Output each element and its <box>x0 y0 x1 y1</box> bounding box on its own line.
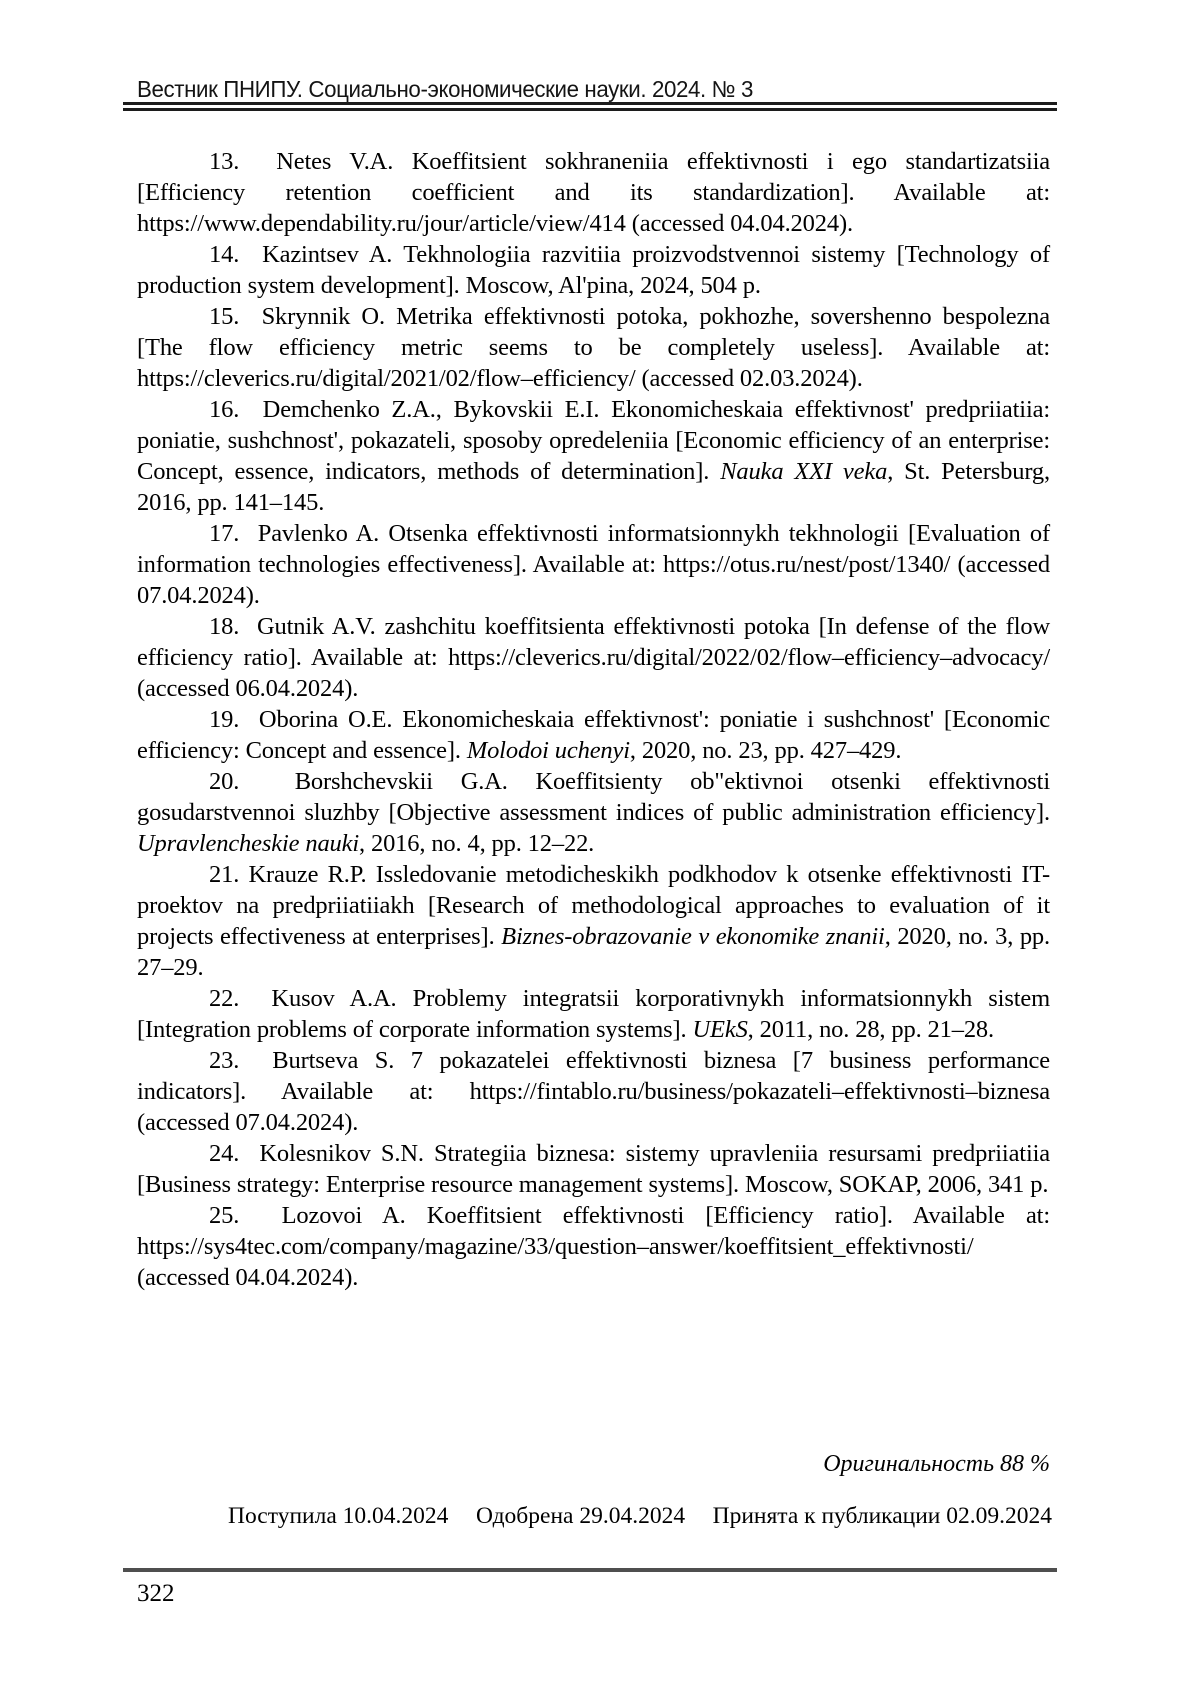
reference-source-title: Nauka XXI veka <box>720 458 888 485</box>
reference-text: 15. Skrynnik O. Metrika effektivnosti potoka, pokhozhe, sovershenno bespolezna [The flow efficiency metric seems to be completely useless]. Available at: https://cleverics.ru/digital/2021/02/flow–efficiency/ (accessed 02.03.2024). <box>137 303 1050 392</box>
reference-text: , St. Petersburg, 2016, pp. 141–145. <box>137 458 1050 516</box>
reference-item <box>137 766 1050 859</box>
footer-rule <box>123 1568 1057 1572</box>
reference-source-title: Biznes-obrazovanie v ekonomike znanii <box>501 923 885 950</box>
reference-item <box>137 518 1050 611</box>
reference-item <box>137 859 1050 983</box>
reference-text: 21. Krauze R.P. Issledovanie metodicheskikh podkhodov k otsenke effektivnosti IT-proektov na predpriiatiiakh [Research of methodological approaches to evaluation of it projects effectiveness at enterprises]. <box>137 861 1050 950</box>
reference-item <box>137 394 1050 518</box>
reference-text: , 2011, no. 28, pp. 21–28. <box>747 1016 994 1043</box>
date-approved: Одобрена 29.04.2024 <box>475 1503 686 1529</box>
reference-item <box>137 146 1050 239</box>
date-received: Поступила 10.04.2024 <box>228 1503 449 1529</box>
reference-text: 18. Gutnik A.V. zashchitu koeffitsienta effektivnosti potoka [In defense of the flow efficiency ratio]. Available at: https://cleverics.ru/digital/2022/02/flow–efficiency–advocacy/ (accessed 06.04.2024). <box>137 613 1050 702</box>
reference-item <box>137 1200 1050 1293</box>
reference-source-title: Molodoi uchenyi <box>466 737 630 764</box>
reference-text: , 2016, no. 4, pp. 12–22. <box>359 830 595 857</box>
reference-text: , 2020, no. 23, pp. 427–429. <box>629 737 902 764</box>
reference-item <box>137 611 1050 704</box>
reference-text: 25. Lozovoi A. Koeffitsient effektivnosti [Efficiency ratio]. Available at: https://sys4tec.com/company/magazine/33/question–answer/koeffitsient_effektivnosti/ (accessed 04.04.2024). <box>137 1202 1050 1291</box>
reference-item <box>137 301 1050 394</box>
running-header-text: Вестник ПНИПУ. Социально-экономические науки. 2024. № 3 <box>137 76 754 102</box>
reference-text: 17. Pavlenko A. Otsenka effektivnosti informatsionnykh tekhnologii [Evaluation of information technologies effectiveness]. Available at: https://otus.ru/nest/post/1340/ (accessed 07.04.2024). <box>137 520 1050 609</box>
references-list <box>137 146 1050 1293</box>
running-header <box>137 76 1025 103</box>
reference-item <box>137 1138 1050 1200</box>
reference-text: 13. Netes V.A. Koeffitsient sokhraneniia effektivnosti i ego standartizatsiia [Efficiency retention coefficient and its standardization]. Available at: https://www.dependability.ru/jour/article/view/414 (accessed 04.04.2024). <box>137 148 1050 237</box>
reference-item <box>137 983 1050 1045</box>
reference-text: 19. Oborina O.E. Ekonomicheskaia effektivnost': poniatie i sushchnost' [Economic efficiency: Concept and essence]. <box>137 706 1050 764</box>
page-number: 322 <box>137 1580 175 1607</box>
reference-text: 24. Kolesnikov S.N. Strategiia biznesa: sistemy upravleniia resursami predpriiatiia [Business strategy: Enterprise resource management systems]. Moscow, SOKAP, 2006, 341 p. <box>137 1140 1050 1198</box>
reference-item <box>137 704 1050 766</box>
reference-item <box>137 239 1050 301</box>
reference-source-title: UEkS <box>692 1016 748 1043</box>
reference-text: 22. Kusov A.A. Problemy integratsii korporativnykh informatsionnykh sistem [Integration problems of corporate information systems]. <box>137 985 1050 1043</box>
reference-text: 23. Burtseva S. 7 pokazatelei effektivnosti biznesa [7 business performance indicators]. Available at: https://fintablo.ru/business/pokazateli–effektivnosti–biznesa (accessed 07.04.2024). <box>137 1047 1050 1136</box>
originality-note: Оригинальность 88 % <box>823 1451 1050 1477</box>
reference-text: 14. Kazintsev A. Tekhnologiia razvitiia proizvodstvennoi sistemy [Technology of production system development]. Moscow, Al'pina, 2024, 504 p. <box>137 241 1050 299</box>
reference-text: 20. Borshchevskii G.A. Koeffitsienty ob"ektivnoi otsenki effektivnosti gosudarstvennoi sluzhby [Objective assessment indices of public administration efficiency]. <box>137 768 1050 826</box>
reference-source-title: Upravlencheskie nauki <box>137 830 360 857</box>
reference-item <box>137 1045 1050 1138</box>
reference-text: 16. Demchenko Z.A., Bykovskii E.I. Ekonomicheskaia effektivnost' predpriiatiia: poniatie, sushchnost', pokazateli, sposoby opredeleniia [Economic efficiency of an enterprise: Concept, essence, indicators, methods of determination]. <box>137 396 1050 485</box>
header-rule <box>123 102 1057 111</box>
date-accepted: Принята к публикации 02.09.2024 <box>712 1503 1052 1529</box>
submission-dates-row <box>228 1503 1052 1530</box>
reference-text: , 2020, no. 3, pp. 27–29. <box>137 923 1050 981</box>
